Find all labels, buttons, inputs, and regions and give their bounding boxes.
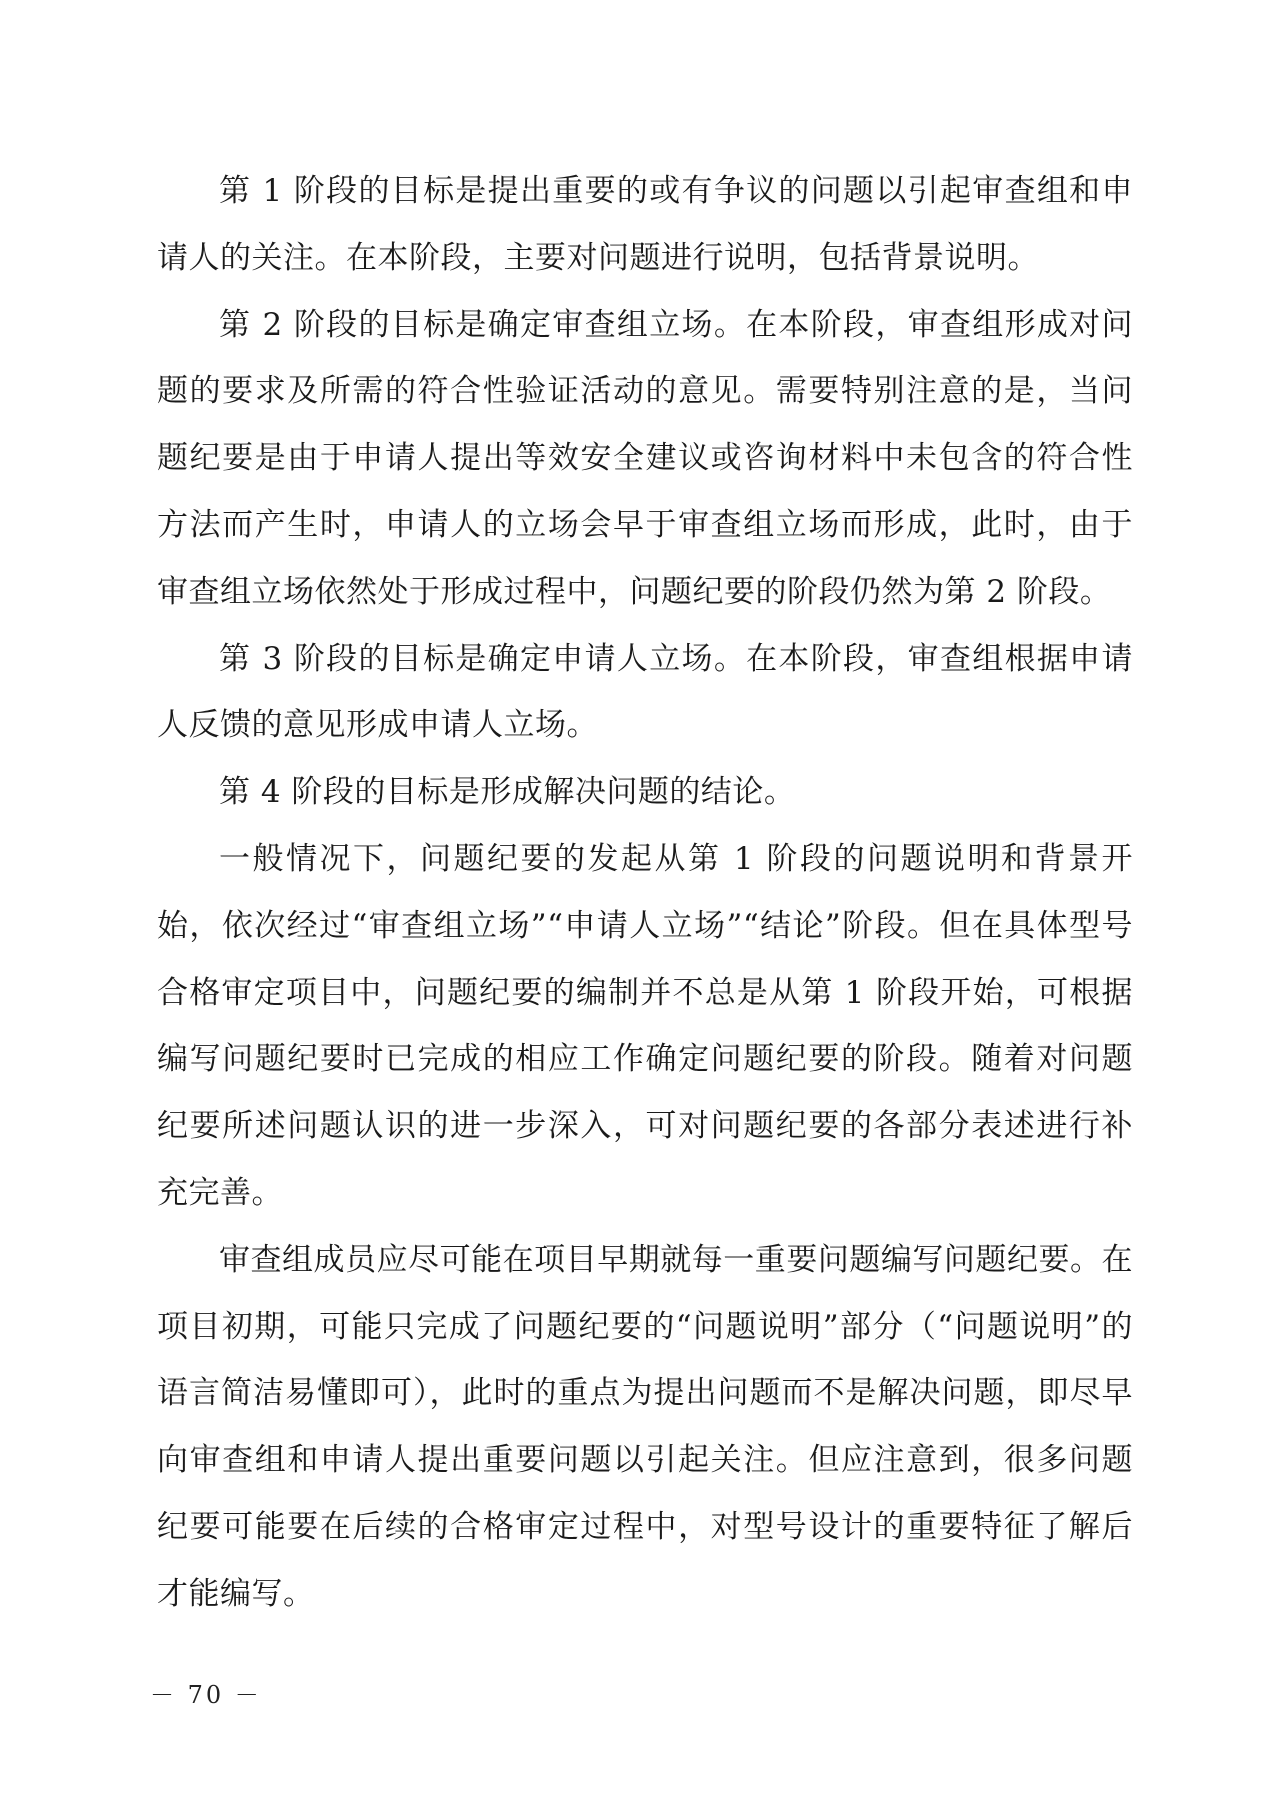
paragraph-general-process: 一般情况下，问题纪要的发起从第 1 阶段的问题说明和背景开始，依次经过“审查组立场”“申请人立场”“结论”阶段。但在具体型号合格审定项目中，问题纪要的编制并不总是从第 1 阶段开始，可根据编写问题纪要时已完成的相应工作确定问题纪要的阶段。随着对问题纪要所述问题认识的进一步深入，可对问题纪要的各部分表述进行补充完善。 — [157, 840, 1133, 1211]
paragraph-early-writing: 审查组成员应尽可能在项目早期就每一重要问题编写问题纪要。在项目初期，可能只完成了问题纪要的“问题说明”部分（“问题说明”的语言简洁易懂即可），此时的重点为提出问题而不是解决问题，即尽早向审查组和申请人提出重要问题以引起关注。但应注意到，很多问题纪要可能要在后续的合格审定过程中，对型号设计的重要特征了解后才能编写。 — [157, 1241, 1133, 1612]
page-number: － 70 － — [150, 1681, 262, 1709]
paragraph-stage-1: 第 1 阶段的目标是提出重要的或有争议的问题以引起审查组和申请人的关注。在本阶段，主要对问题进行说明，包括背景说明。 — [157, 173, 1133, 276]
document-body — [157, 158, 1133, 1628]
paragraph-stage-4: 第 4 阶段的目标是形成解决问题的结论。 — [219, 774, 796, 811]
paragraph-stage-2: 第 2 阶段的目标是确定审查组立场。在本阶段，审查组形成对问题的要求及所需的符合性验证活动的意见。需要特别注意的是，当问题纪要是由于申请人提出等效安全建议或咨询材料中未包含的符合性方法而产生时，申请人的立场会早于审查组立场而形成，此时，由于审查组立场依然处于形成过程中，问题纪要的阶段仍然为第 2 阶段。 — [157, 306, 1133, 610]
paragraph-stage-3: 第 3 阶段的目标是确定申请人立场。在本阶段，审查组根据申请人反馈的意见形成申请人立场。 — [157, 640, 1133, 744]
